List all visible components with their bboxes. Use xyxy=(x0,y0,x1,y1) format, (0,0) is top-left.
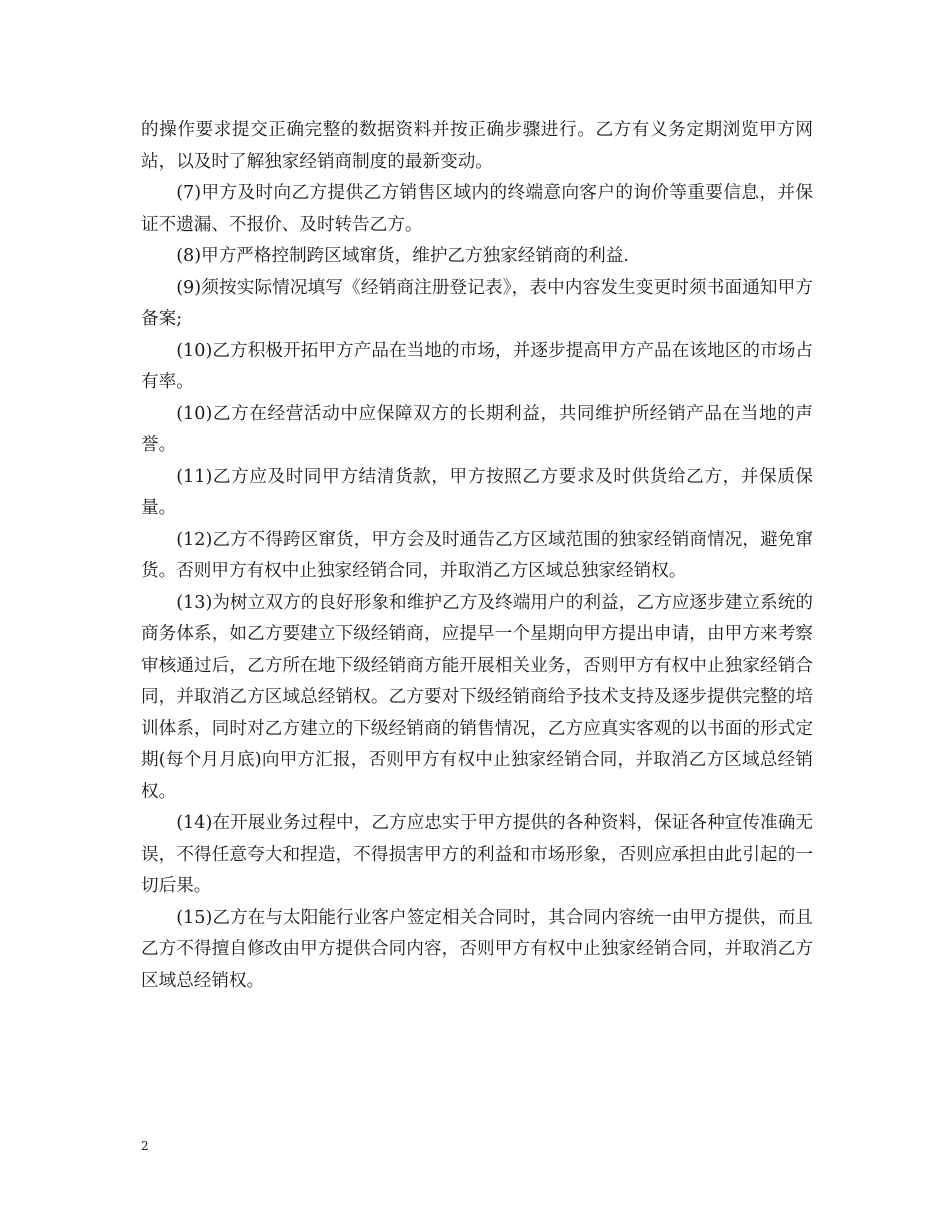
paragraph-clause-12: (12)乙方不得跨区窜货，甲方会及时通告乙方区域范围的独家经销商情况，避免窜货。否则甲方有权中止独家经销合同，并取消乙方区域总独家经销权。 xyxy=(141,529,813,581)
paragraph-continuation: 的操作要求提交正确完整的数据资料并按正确步骤进行。乙方有义务定期浏览甲方网站，以及时了解独家经销商制度的最新变动。 xyxy=(141,120,813,172)
paragraph-clause-10a: (10)乙方积极开拓甲方产品在当地的市场，并逐步提高甲方产品在该地区的市场占有率。 xyxy=(141,340,813,392)
paragraph-clause-13: (13)为树立双方的良好形象和维护乙方及终端用户的利益，乙方应逐步建立系统的商务体系，如乙方要建立下级经销商，应提早一个星期向甲方提出申请，由甲方来考察审核通过后，乙方所在地下级经销商方能开展相关业务，否则甲方有权中止独家经销合同，并取消乙方区域总经销权。乙方要对下级经销商给予技术支持及逐步提供完整的培训体系，同时对乙方建立的下级经销商的销售情况，乙方应真实客观的以书面的形式定期(每个月月底)向甲方汇报，否则甲方有权中止独家经销合同，并取消乙方区域总经销权。 xyxy=(141,592,813,802)
page-number: 2 xyxy=(141,1139,149,1153)
paragraph-clause-10b: (10)乙方在经营活动中应保障双方的长期利益，共同维护所经销产品在当地的声誉。 xyxy=(141,403,813,455)
document-body xyxy=(141,115,813,997)
paragraph-clause-11: (11)乙方应及时同甲方结清货款，甲方按照乙方要求及时供货给乙方，并保质保量。 xyxy=(141,466,813,518)
paragraph-clause-15: (15)乙方在与太阳能行业客户签定相关合同时，其合同内容统一由甲方提供，而且乙方不得擅自修改由甲方提供合同内容，否则甲方有权中止独家经销合同，并取消乙方区域总经销权。 xyxy=(141,907,813,991)
paragraph-clause-8: (8)甲方严格控制跨区域窜货，维护乙方独家经销商的利益. xyxy=(176,246,629,266)
paragraph-clause-7: (7)甲方及时向乙方提供乙方销售区域内的终端意向客户的询价等重要信息，并保证不遗漏、不报价、及时转告乙方。 xyxy=(141,183,813,235)
paragraph-clause-14: (14)在开展业务过程中，乙方应忠实于甲方提供的各种资料，保证各种宣传准确无误，不得任意夸大和捏造，不得损害甲方的利益和市场形象，否则应承担由此引起的一切后果。 xyxy=(141,813,813,896)
paragraph-clause-9: (9)须按实际情况填写《经销商注册登记表》，表中内容发生变更时须书面通知甲方备案; xyxy=(141,277,813,329)
